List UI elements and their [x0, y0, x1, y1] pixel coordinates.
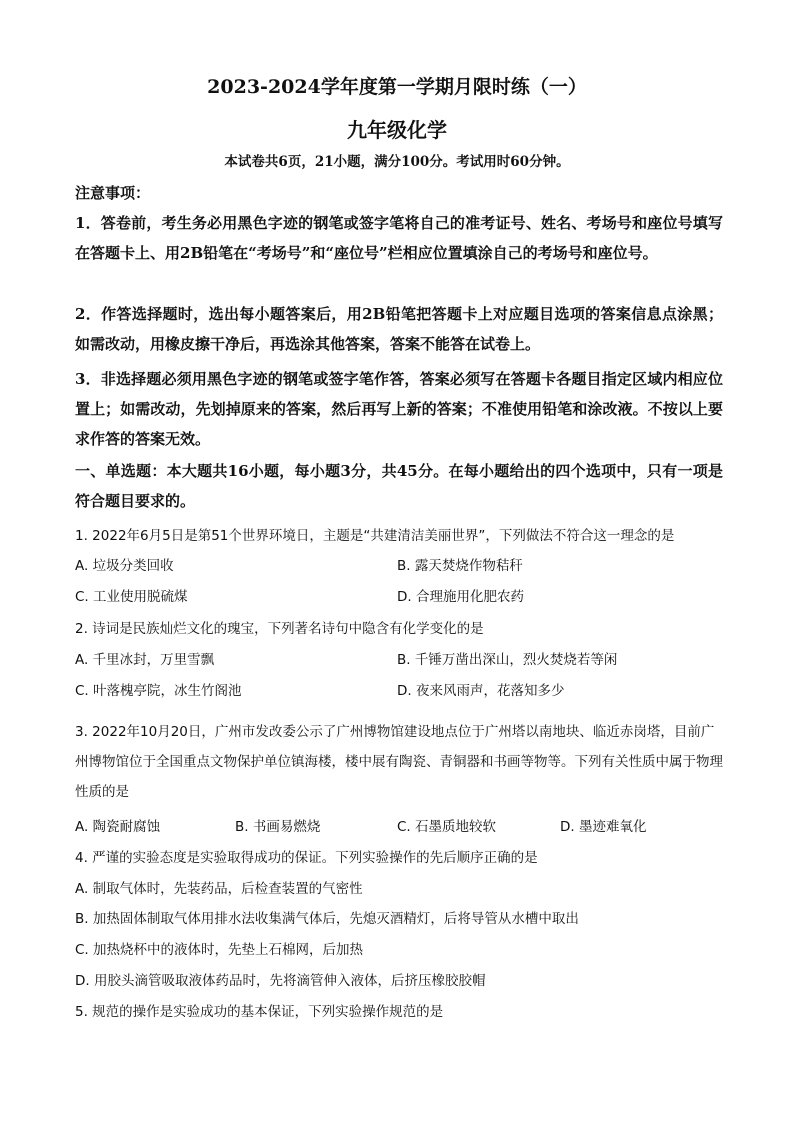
question-1-option-d: D. 合理施用化肥农药 [397, 589, 524, 605]
question-1-stem: 1. 2022年6月5日是第51个世界环境日，主题是“共建清洁美丽世界”，下列做法不符合这一理念的是 [75, 528, 675, 544]
note-item-3: 3．非选择题必须用黑色字迹的钢笔或签字笔作答，答案必须写在答题卡各题目指定区域内相应位置上；如需改动，先划掉原来的答案，然后再写上新的答案；不准使用铅笔和涂改液。不按以上要求作答的答案无效。 [75, 370, 723, 448]
question-2-option-a: A. 千里冰封，万里雪飘 [75, 652, 215, 668]
subject-title: 九年级化学 [347, 118, 447, 142]
note-item-2: 2．作答选择题时，选出每小题答案后，用2B铅笔把答题卡上对应题目选项的答案信息点涂黑；如需改动，用橡皮擦干净后，再选涂其他答案，答案不能答在试卷上。 [75, 305, 723, 353]
exam-title: 2023-2024学年度第一学期月限时练（一） [207, 76, 587, 98]
question-3-option-b: B. 书画易燃烧 [235, 819, 321, 835]
question-3-option-c: C. 石墨质地较软 [397, 819, 497, 835]
question-2-option-b: B. 千锤万凿出深山，烈火焚烧若等闲 [397, 652, 618, 668]
question-4-option-b: B. 加热固体制取气体用排水法收集满气体后，先熄灭酒精灯，后将导管从水槽中取出 [75, 911, 579, 927]
question-1-option-c: C. 工业使用脱硫煤 [75, 589, 188, 605]
question-1-option-b: B. 露天焚烧作物秸秆 [397, 558, 523, 574]
question-2-option-c: C. 叶落槐亭院，冰生竹阁池 [75, 683, 242, 699]
question-4-option-a: A. 制取气体时，先装药品，后检查装置的气密性 [75, 881, 363, 897]
question-2-stem: 2. 诗词是民族灿烂文化的瑰宝，下列著名诗句中隐含有化学变化的是 [75, 621, 484, 637]
exam-info: 本试卷共6页，21小题，满分100分。考试用时60分钟。 [224, 154, 570, 170]
question-4-stem: 4. 严谨的实验态度是实验取得成功的保证。下列实验操作的先后顺序正确的是 [75, 850, 538, 866]
question-5-stem: 5. 规范的操作是实验成功的基本保证，下列实验操作规范的是 [75, 1004, 444, 1020]
question-4-option-d: D. 用胶头滴管吸取液体药品时，先将滴管伸入液体，后挤压橡胶胶帽 [75, 973, 486, 989]
section-heading: 一、单选题：本大题共16小题，每小题3分，共45分。在每小题给出的四个选项中，只有一项是符合题目要求的。 [75, 462, 723, 510]
note-item-1: 1．答卷前，考生务必用黑色字迹的钢笔或签字笔将自己的准考证号、姓名、考场号和座位号填写在答题卡上、用2B铅笔在“考场号”和“座位号”栏相应位置填涂自己的考场号和座位号。 [75, 214, 723, 262]
question-3-option-d: D. 墨迹难氧化 [560, 819, 647, 835]
notes-heading: 注意事项： [75, 184, 151, 202]
question-1-option-a: A. 垃圾分类回收 [75, 558, 174, 574]
question-2-option-d: D. 夜来风雨声，花落知多少 [397, 683, 565, 699]
question-4-option-c: C. 加热烧杯中的液体时，先垫上石棉网，后加热 [75, 942, 364, 958]
question-3-option-a: A. 陶瓷耐腐蚀 [75, 819, 161, 835]
question-3-stem: 3. 2022年10月20日，广州市发改委公示了广州博物馆建设地点位于广州塔以南地块、临近赤岗塔，目前广州博物馆位于全国重点文物保护单位镇海楼，楼中展有陶瓷、青铜器和书画等物等。下列有关性质中属于物理性质的是 [75, 724, 723, 800]
